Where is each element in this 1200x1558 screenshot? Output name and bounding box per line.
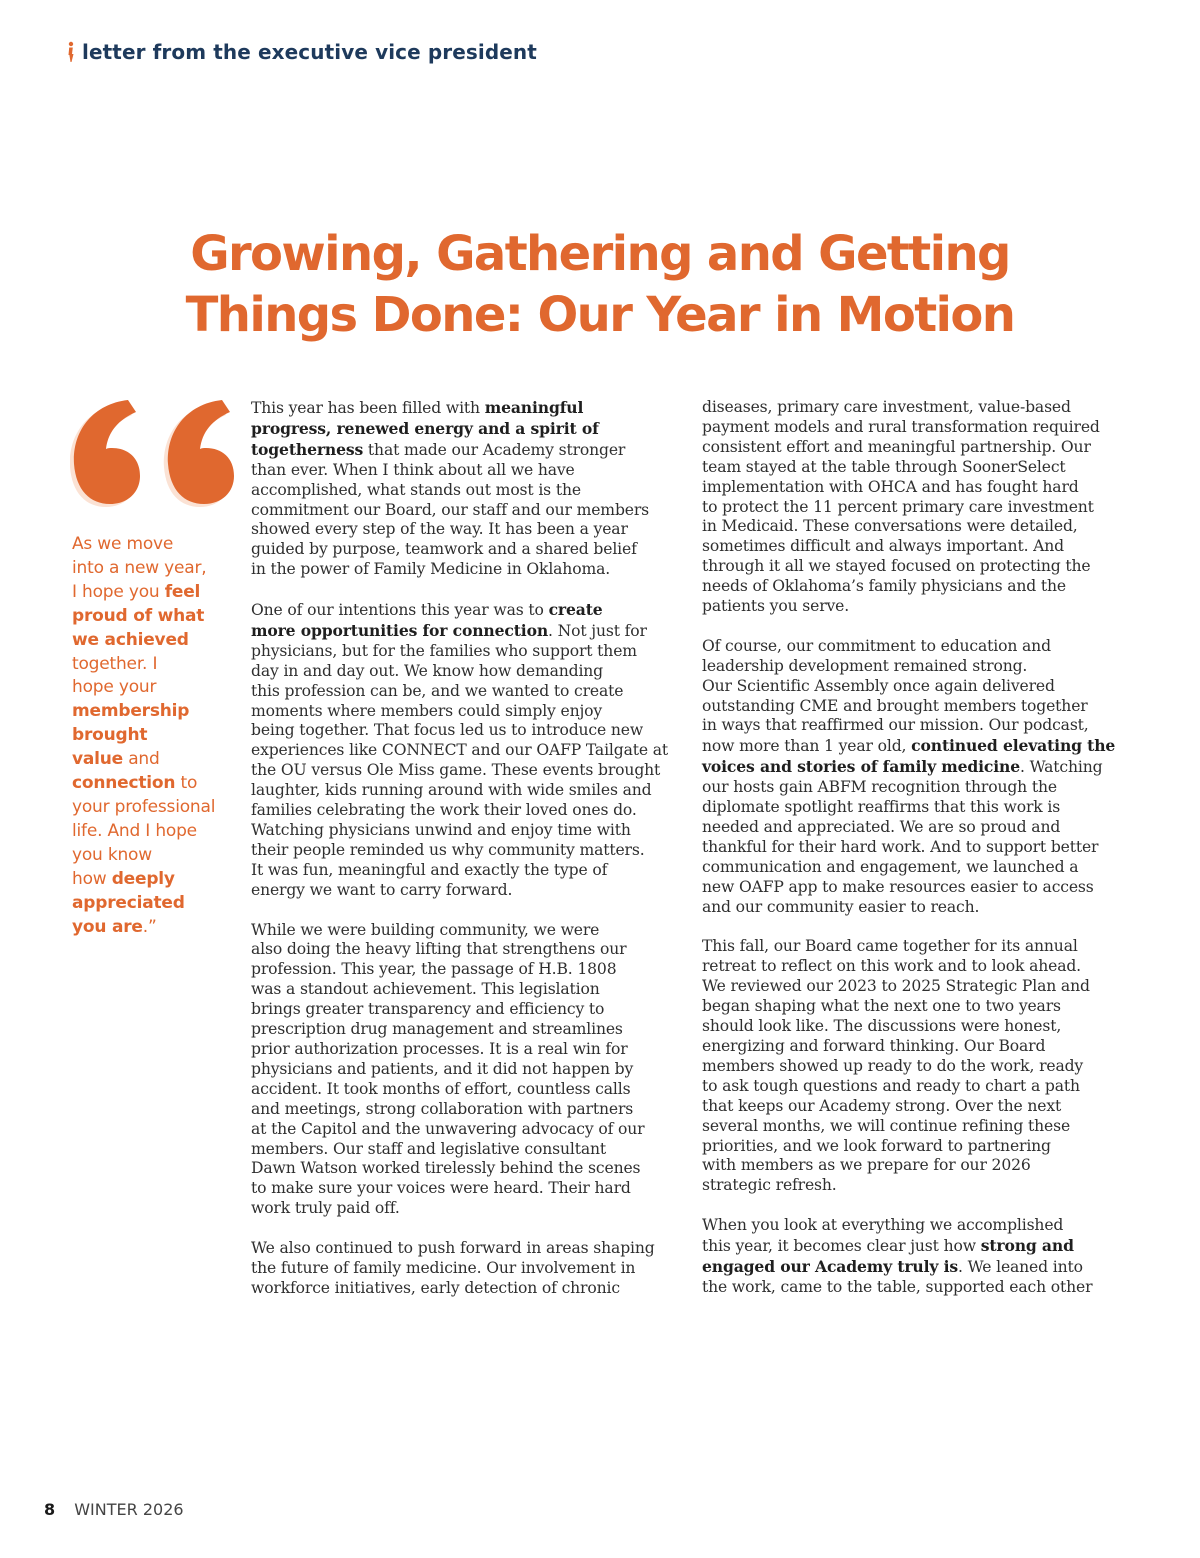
pull-quote-emphasis: connection: [72, 773, 176, 794]
body-emphasis: strong and engaged our Academy truly is: [702, 1236, 1074, 1276]
paragraph: [251, 600, 681, 901]
body-text: . Watching our hosts gain ABFM recognition through the diplomate spotlight reaffirms that this work is needed and appreciated. We are so proud and thankful for their hard work. And to support better communication and engagement, we launched a new OAFP app to make resources easier to access and our community easier to reach.: [702, 758, 1103, 916]
body-text: . Not just for physicians, but for the families who support them day in and day out. We know how demanding this profession can be, and we wanted to create moments where members could simply enjoy being together. That focus led us to introduce new experiences like CONNECT and our OAFP Tailgate at the OU versus Ole Miss game. These events brought laughter, kids running around with wide smiles and families celebrating the work their loved ones do. Watching physicians unwind and enjoy time with their people reminded us why community matters. It was fun, meaningful and exactly the type of energy we want to carry forward.: [251, 621, 668, 899]
paragraph: While we were building community, we were also doing the heavy lifting that strengthens our profession. This year, the passage of H.B. 1808 was a standout achievement. This legislation brings greater transparency and efficiency to prescription drug management and streamlines prior authorization processes. It is a real win for physicians and patients, and it did not happen by accident. It took months of effort, countless calls and meetings, strong collaboration with partners at the Capitol and the unwavering advocacy of our members. Our staff and legislative consultant Dawn Watson worked tirelessly behind the scenes to make sure your voices were heard. Their hard work truly paid off.: [251, 920, 645, 1218]
body-text: Of course, our commitment to education and leadership development remained strong. Our Scientific Assembly once again delivered outstanding CME and brought members together in ways that reaffirmed our mission. Our podcast, now more than 1 year old,: [702, 636, 1089, 756]
pull-quote-emphasis: membership brought value: [72, 701, 190, 770]
pull-quote-text: As we move into a new year, I hope you: [72, 534, 207, 602]
oafp-figure-icon: [66, 41, 76, 63]
paragraph: [702, 1216, 1132, 1298]
pull-quote-text: and: [128, 749, 160, 770]
paragraph: diseases, primary care investment, value-based payment models and rural transformation required consistent effort and meaningful partnership. Our team stayed at the table through SoonerSelect implementation with OHCA and has fought hard to protect the 11 percent primary care investment in Medicaid. These conversations were detailed, sometimes difficult and always important. And through it all we stayed focused on protecting the needs of Oklahoma’s family physicians and the patients you serve.: [702, 398, 1100, 616]
title-line-2: Things Done: Our Year in Motion: [185, 287, 1015, 343]
issue-label: WINTER 2026: [74, 1500, 184, 1519]
body-column-right: [702, 398, 1132, 1318]
body-emphasis: create more opportunities for connection: [251, 600, 603, 640]
title-line-1: Growing, Gathering and Getting: [190, 226, 1010, 282]
article-title: [0, 224, 1200, 346]
body-text: This year has been filled with: [251, 399, 485, 417]
page-number: 8: [44, 1500, 56, 1519]
body-text: that made our Academy stronger than ever. When I think about all we have accomplished, what stands out most is the commitment our Board, our staff and our members showed every step of the way. It has been a year guided by purpose, teamwork and a shared belief in the power of Family Medicine in Oklahoma.: [251, 440, 650, 579]
pull-quote-text: .”: [142, 916, 157, 937]
body-text: When you look at everything we accomplished this year, it becomes clear just how: [702, 1216, 1064, 1256]
section-label: [66, 40, 537, 64]
paragraph: [702, 637, 1132, 918]
body-text: . We leaned into the work, came to the table, supported each other: [702, 1257, 1093, 1296]
pull-quote-text: together. I hope your: [72, 653, 158, 698]
section-label-text: letter from the executive vice president: [82, 40, 537, 64]
pull-quote-emphasis: feel proud of what we achieved: [72, 581, 205, 650]
body-emphasis: continued elevating the voices and stories of family medicine: [702, 736, 1116, 777]
quote-mark-icon: [70, 398, 240, 508]
paragraph: We also continued to push forward in areas shaping the future of family medicine. Our involvement in workforce initiatives, early detection of chronic: [251, 1239, 655, 1297]
pull-quote-emphasis: deeply appreciated you are: [72, 868, 185, 937]
paragraph: This fall, our Board came together for its annual retreat to reflect on this work and to look ahead. We reviewed our 2023 to 2025 Strategic Plan and began shaping what the next one to two years should look like. The discussions were honest, energizing and forward thinking. Our Board members showed up ready to do the work, ready to ask tough questions and ready to chart a path that keeps our Academy strong. Over the next several months, we will continue refining these priorities, and we look forward to partnering with members as we prepare for our 2026 strategic refresh.: [702, 937, 1090, 1195]
body-text: One of our intentions this year was to: [251, 601, 549, 620]
paragraph: [251, 398, 681, 580]
pull-quote: [72, 533, 242, 939]
page-footer: [44, 1500, 184, 1519]
pull-quote-text: to your professional life. And I hope you know how: [72, 773, 216, 889]
body-column-left: [251, 398, 681, 1319]
body-emphasis: meaningful progress, renewed energy and a spirit of togetherness: [251, 398, 599, 459]
